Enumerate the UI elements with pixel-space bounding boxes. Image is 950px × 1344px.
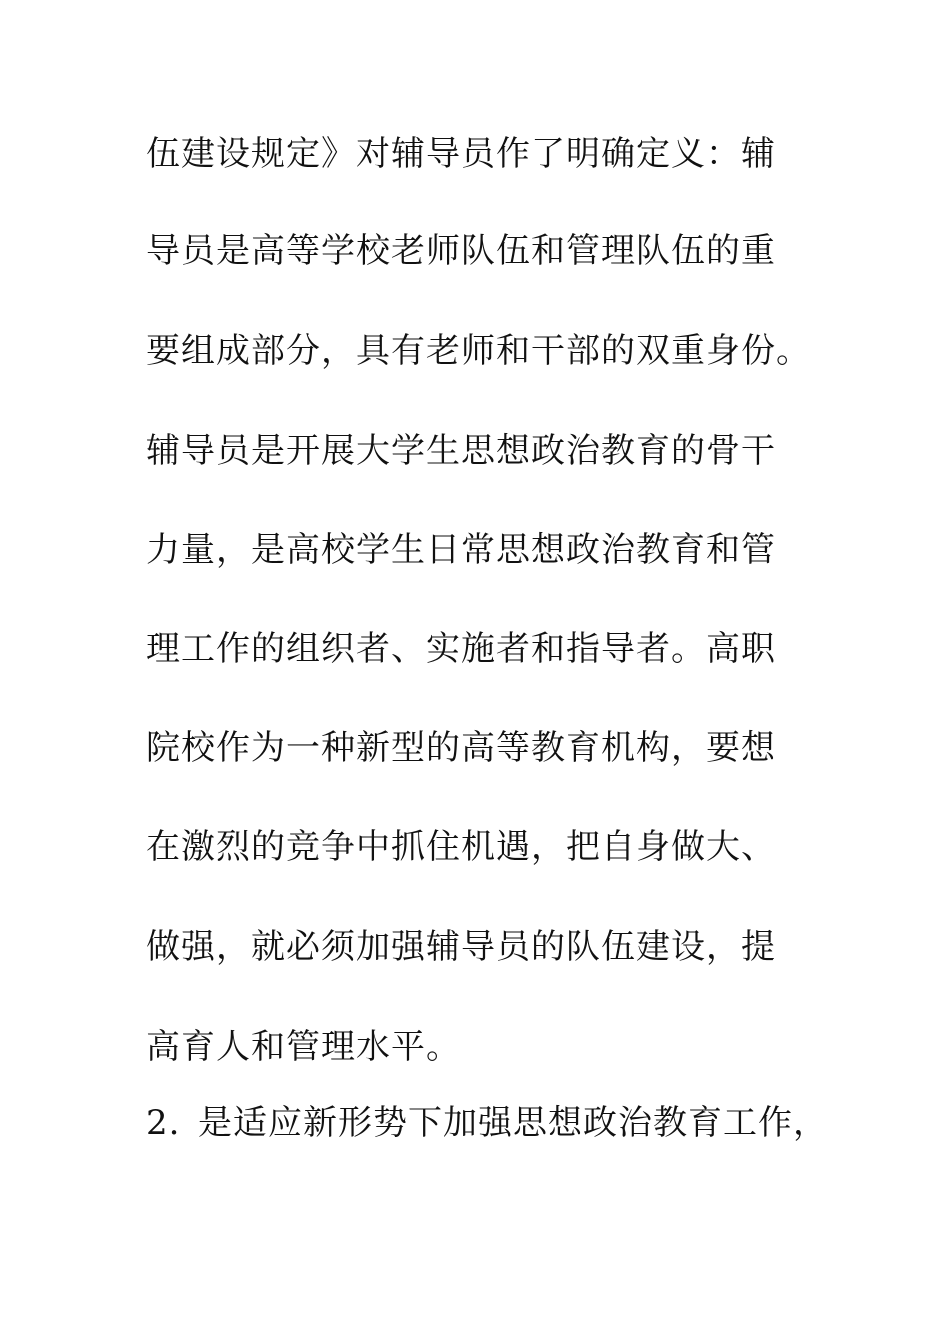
body-text-line: 院校作为一种新型的高等教育机构，要想 <box>146 728 776 768</box>
body-text-line: 要组成部分，具有老师和干部的双重身份。 <box>146 331 811 371</box>
numbered-list-item <box>146 1098 828 1148</box>
body-text-line: 伍建设规定》对辅导员作了明确定义：辅 <box>146 134 776 174</box>
body-text-line: 导员是高等学校老师队伍和管理队伍的重 <box>146 231 776 271</box>
list-item-text: 是适应新形势下加强思想政治教育工作， <box>198 1103 828 1143</box>
body-text-line: 高育人和管理水平。 <box>146 1027 461 1067</box>
body-text-line: 做强，就必须加强辅导员的队伍建设，提 <box>146 927 776 967</box>
body-text-line: 力量，是高校学生日常思想政治教育和管 <box>146 530 776 570</box>
body-text-line: 理工作的组织者、实施者和指导者。高职 <box>146 629 776 669</box>
list-item-number: 2. <box>146 1103 181 1143</box>
body-text-line: 辅导员是开展大学生思想政治教育的骨干 <box>146 431 776 471</box>
body-text-line: 在激烈的竞争中抓住机遇，把自身做大、 <box>146 827 776 867</box>
